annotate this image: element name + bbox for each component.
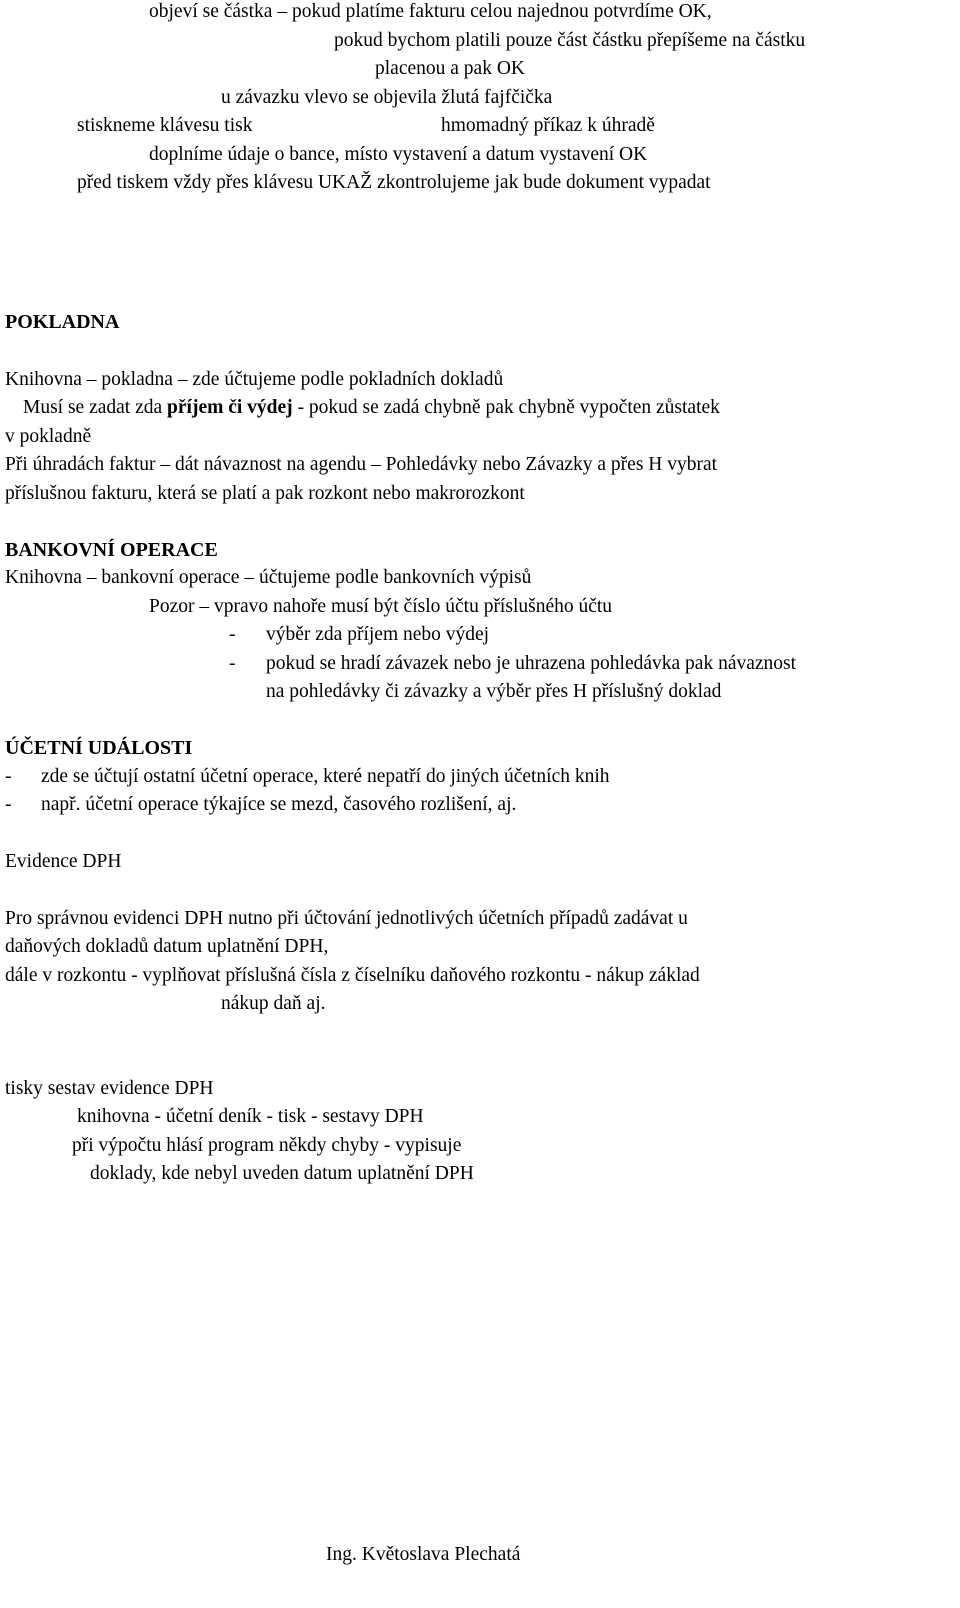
top-line-1: objeví se částka – pokud platíme fakturu celou najednou potvrdíme OK, <box>149 1 712 22</box>
banka-heading: BANKOVNÍ OPERACE <box>5 539 218 561</box>
udalosti-line-2: např. účetní operace týkajíce se mezd, časového rozlišení, aj. <box>41 794 517 815</box>
banka-dash-2: - <box>229 653 236 674</box>
banka-line-1: Knihovna – bankovní operace – účtujeme podle bankovních výpisů <box>5 567 532 588</box>
pokladna-line-2a: Musí se zadat zda <box>23 397 168 418</box>
dph-line-1: Pro správnou evidenci DPH nutno při účtování jednotlivých účetních případů zadávat u <box>5 908 688 929</box>
top-line-3: placenou a pak OK <box>375 58 525 79</box>
pokladna-line-4: Při úhradách faktur – dát návaznost na agendu – Pohledávky nebo Závazky a přes H vybrat <box>5 454 718 475</box>
pokladna-line-2-emphasis: příjem či výdej <box>167 397 293 418</box>
pokladna-line-1: Knihovna – pokladna – zde účtujeme podle pokladních dokladů <box>5 369 504 390</box>
top-line-7: před tiskem vždy přes klávesu UKAŽ zkontrolujeme jak bude dokument vypadat <box>77 172 711 193</box>
top-line-6: doplníme údaje o bance, místo vystavení a datum vystavení OK <box>149 144 648 165</box>
top-line-5a: stiskneme klávesu tisk <box>77 115 253 136</box>
top-line-4: u závazku vlevo se objevila žlutá fajfčička <box>221 87 553 108</box>
udalosti-dash-1: - <box>5 766 12 787</box>
udalosti-heading: ÚČETNÍ UDÁLOSTI <box>5 737 193 759</box>
banka-line-2: Pozor – vpravo nahoře musí být číslo účtu příslušného účtu <box>149 596 613 617</box>
udalosti-line-1: zde se účtují ostatní účetní operace, které nepatří do jiných účetních knih <box>41 766 610 787</box>
dph-line-2: daňových dokladů datum uplatnění DPH, <box>5 936 329 957</box>
banka-dash-1: - <box>229 624 236 645</box>
footer-author: Ing. Květoslava Plechatá <box>326 1544 521 1565</box>
tisky-line-2: knihovna - účetní deník - tisk - sestavy DPH <box>77 1106 424 1127</box>
dph-heading: Evidence DPH <box>5 851 122 872</box>
pokladna-heading: POKLADNA <box>5 311 120 333</box>
tisky-line-4: doklady, kde nebyl uveden datum uplatnění DPH <box>90 1163 474 1184</box>
pokladna-line-2 <box>23 398 720 418</box>
banka-line-4: pokud se hradí závazek nebo je uhrazena pohledávka pak návaznost <box>266 653 797 674</box>
udalosti-dash-2: - <box>5 794 12 815</box>
pokladna-line-5: příslušnou fakturu, která se platí a pak rozkont nebo makrorozkont <box>5 483 525 504</box>
banka-line-5: na pohledávky či závazky a výběr přes H příslušný doklad <box>266 681 722 702</box>
tisky-line-3: při výpočtu hlásí program někdy chyby - vypisuje <box>72 1135 462 1156</box>
top-line-5b: hmomadný příkaz k úhradě <box>441 115 655 136</box>
pokladna-line-2c: - pokud se zadá chybně pak chybně vypočten zůstatek <box>292 397 720 418</box>
top-line-2: pokud bychom platili pouze část částku přepíšeme na částku <box>334 30 806 51</box>
tisky-line-1: tisky sestav evidence DPH <box>5 1078 214 1099</box>
pokladna-line-3: v pokladně <box>5 426 92 447</box>
dph-line-3: dále v rozkontu - vyplňovat příslušná čísla z číselníku daňového rozkontu - nákup základ <box>5 965 700 986</box>
dph-line-4: nákup daň aj. <box>221 993 326 1014</box>
banka-line-3: výběr zda příjem nebo výdej <box>266 624 490 645</box>
